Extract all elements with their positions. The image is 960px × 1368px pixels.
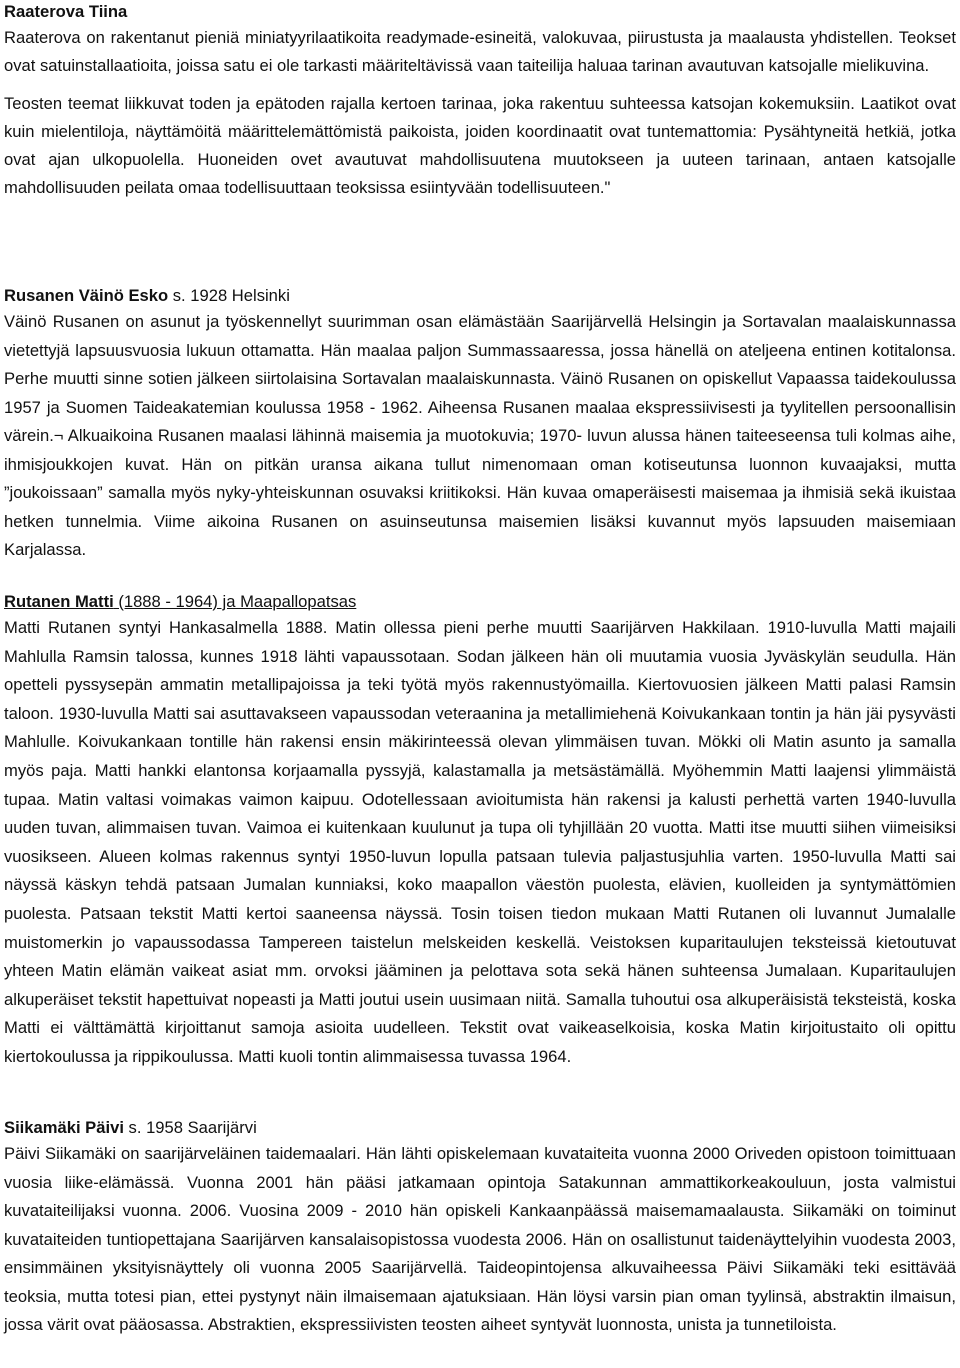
paragraph-raaterova-intro: Raaterova on rakentanut pieniä miniatyyrilaatikoita readymade-esineitä, valokuvaa, piirustusta ja maalausta yhdistellen. Teokset ovat satuinstallaatioita, joissa satu ei ole tarkasti määriteltävissä vaan taiteilija haluaa tarinan avautuvan katsojalle mielikuvina. <box>4 28 956 75</box>
paragraph-siikamaki-bio: Päivi Siikamäki on saarijärveläinen taidemaalari. Hän lähti opiskelemaan kuvataiteita vuonna 2000 Oriveden opistoon toimittuaan vuosia liike-elämässä. Vuonna 2001 hän pääsi jatkamaan opintoja Satakunnan ammattikorkeakouluun, josta valmistui kuvataiteilijaksi vuonna. 2006. Vuosina 2009 - 2010 hän opiskeli Kankaanpäässä maisemamaalausta. Siikamäki on toiminut kuvataiteiden tuntiopettajana Saarijärven kansalaisopistossa vuodesta 2006. Hän on osallistunut taidenäyttelyihin vuodesta 2003, ensimmäinen yksityisnäyttely oli vuonna 2005 Saarijärvellä. Taideopintojensa alkuvaiheessa Päivi Siikamäki teki esittävää teoksia, mutta totesi pian, ettei pystynyt näin ilmaisemaan ajatuksiaan. Hän löysi varsin pian oman tyylinsä, abstraktin ilmaisun, jossa värit ovat pääosassa. Abstraktien, ekspressiivisten teosten aiheet syntyvät luonnosta, unista ja tunnetiloista. <box>4 1144 956 1334</box>
paragraph-rutanen-bio: Matti Rutanen syntyi Hankasalmella 1888. Matin ollessa pieni perhe muutti Saarijärven Hakkilaan. 1910-luvulla Matti majaili Mahlulla Ramsin talossa, kunnes 1918 lähti vapaussotaan. Sodan jälkeen hän oli muutamia vuosia Jyväskylän seudulla. Hän opetteli pyssysepän ammatin metallipajoissa ja teki työtä myös rakennustyömailla. Kiertovuosien jälkeen Matti palasi Ramsin taloon. 1930-luvulla Matti sai asuttavakseen vapaussodan veteraanina ja metallimiehenä Koivukankaan tontin ja hän jäi pysyvästi Mahlulle. Koivukankaan tontille hän rakensi ensin mäkirinteessä olevan ylimmäisen tuvan. Mökki oli Matin asunto ja samalla myös paja. Matti hankki elantonsa korjaamalla pyssyjä, kalastamalla ja metsästämällä. Myöhemmin Matti laajensi ylimmäistä tupaa. Matin valtasi voimakas vaimon kaipuu. Odotellessaan avioitumista hän rakensi ja kalusti perhettä varten 1940-luvulla uuden tuvan, alimmaisen tuvan. Vaimoa ei kuitenkaan kuulunut ja tupa oli tyhjillään 20 vuotta. Matti itse muutti siihen viimeisiksi vuosikseen. Alueen kolmas rakennus syntyi 1950-luvun lopulla patsaan tulevia paljastusjuhlia varten. 1950-luvulla Matti sai näyssä käskyn tehdä patsaan Jumalan kunniaksi, koko maapallon väestön puolesta, elävien, kuolleiden ja syntymättömien puolesta. Patsaan tekstit Matti kertoi saaneensa näyssä. Tosin toisen tiedon mukaan Matti Rutanen oli luvannut Jumalalle muistomerkin jo vapaussodassa Tampereen taistelun melskeiden keskellä. Veistoksen kuparitaulujen teksteissä kietoutuvat yhteen Matin elämän vaikeat asiat mm. orvoksi jääminen ja pelottava sota sekä hänen suhteensa Jumalaan. Kuparitaulujen alkuperäiset tekstit hapettuivat nopeasti ja Matti joutui usein uusimaan niitä. Samalla tuhoutui osa alkuperäisistä teksteistä, koska Matti ei välttämättä kirjoittanut samoja asioita uudelleen. Tekstit ovat vaikeaselkoisia, koska Matin kirjoitustaito oli opittu kiertokoulussa ja rippikoulussa. Matti kuoli tontin alimmaisessa tuvassa 1964. <box>4 618 956 1066</box>
paragraph-raaterova-themes: Teosten teemat liikkuvat toden ja epätoden rajalla kertoen tarinaa, joka rakentuu suhteessa katsojan kokemuksiin. Laatikot ovat kuin mielentiloja, näyttämöitä määrittelemättömistä paikoista, joiden koordinaatit ovat tuntemattomia: Pysähtyneitä hetkiä, jotka ovat ajan ulkopuolella. Huoneiden ovet avautuvat mahdollisuutena muutokseen ja uuteen tarinaan, antaen katsojalle mahdollisuuden peilata omaa todellisuuttaan teoksissa esiintyvään todellisuuteen." <box>4 94 956 197</box>
paragraph-rusanen-bio: Väinö Rusanen on asunut ja työskennellyt suurimman osan elämästään Saarijärvellä Helsingin ja Sortavalan maalaiskunnassa vietettyjä lapsuusvuosia lukuun ottamatta. Hän maalaa paljon Summassaaressa, jossa hänellä on ateljeena entinen kotitalonsa. Perhe muutti sinne sotien jälkeen siirtolaisina Sortavalan maalaiskunnasta. Väinö Rusanen on opiskellut Vapaassa taidekoulussa 1957 ja Suomen Taideakatemian koulussa 1958 - 1962. Aiheensa Rusanen maalaa ekspressiivisesti ja tyylitellen persoonallisin värein.¬ Alkuaikoina Rusanen maalasi lähinnä maisemia ja muotokuvia; 1970- luvun alussa hänen taiteeseensa tuli kolmas aihe, ihmisjoukkojen kuvat. Hän on pitkän uransa aikana tullut nimenomaan oman kotiseutunsa luonnon kuvaajaksi, mutta ”joukoissaan” samalla myös nyky-yhteiskunnan osuvaksi kriitikoksi. Hän kuvaa omaperäisesti maisemaa ja ihmisiä sekä ikuistaa hetken tunnelmia. Viime aikoina Rusanen on asuinseutunsa maisemien lisäksi kuvannut myös lapsuuden maisemiaan Karjalassa. <box>4 312 956 559</box>
artist-name-rusanen: Rusanen Väinö Esko <box>4 286 169 305</box>
artist-name-siikamaki: Siikamäki Päivi <box>4 1118 124 1137</box>
section-raaterova <box>4 0 956 202</box>
artist-birth-rusanen: s. 1928 Helsinki <box>168 286 290 305</box>
artist-name-rutanen: Rutanen Matti <box>4 592 114 611</box>
artist-heading-siikamaki <box>4 1116 956 1140</box>
section-rutanen <box>4 590 956 1072</box>
artist-subtitle-rutanen: (1888 - 1964) ja Maapallopatsas <box>113 592 357 611</box>
section-siikamaki <box>4 1116 956 1340</box>
section-rusanen <box>4 284 956 565</box>
artist-birth-siikamaki: s. 1958 Saarijärvi <box>123 1118 257 1137</box>
artist-name-raaterova: Raaterova Tiina <box>4 2 128 21</box>
artist-heading-rusanen <box>4 284 956 308</box>
artist-heading-rutanen <box>4 590 956 614</box>
